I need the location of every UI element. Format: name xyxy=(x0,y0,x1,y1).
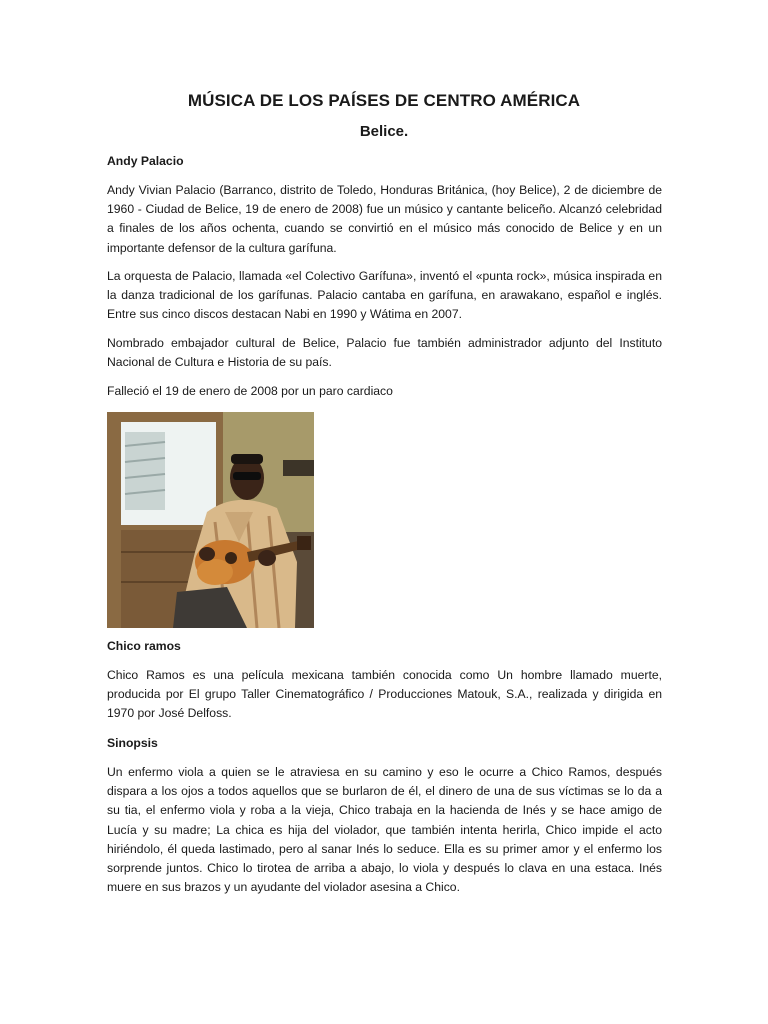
paragraph-andy-embajador: Nombrado embajador cultural de Belice, Palacio fue también administrador adjunto del Instituto Nacional de Cultura e Historia de su país. xyxy=(107,336,662,370)
document-title: MÚSICA DE LOS PAÍSES DE CENTRO AMÉRICA xyxy=(187,91,581,110)
section-heading-chico-ramos: Chico ramos xyxy=(107,639,181,653)
section-heading-sinopsis: Sinopsis xyxy=(107,736,158,750)
paragraph-andy-bio: Andy Vivian Palacio (Barranco, distrito de Toledo, Honduras Británica, (hoy Belice), 2 de diciembre de 1960 - Ciudad de Belice, 19 de enero de 2008) fue un músico y cantante beliceño. Alcanzó celebridad a finales de los años ochenta, cuando se convirtió en el músico más conocido de Belice y en un importante defensor de la cultura garífuna. xyxy=(107,183,662,255)
document-subtitle: Belice. xyxy=(359,123,409,140)
paragraph-sinopsis: Un enfermo viola a quien se le atraviesa en su camino y eso le ocurre a Chico Ramos, después dispara a los ojos a todos aquellos que se burlaron de él, el dinero de una de sus víctimas se lo da a su tia, el enfermo viola y roba a la vieja, Chico trabaja en la hacienda de Inés y se hace amigo de Lucía y su madre; La chica es hija del violador, que también intenta herirla, Chico impide el acto hiriéndolo, él queda lastimado, pero al sanar Inés lo seduce. Ella es su primer amor y el enfermo los sorprende juntos. Chico lo tirotea de arriba a abajo, lo viola y después lo clava en una estaca. Inés muere en sus brazos y un ayudante del violador asesina a Chico. xyxy=(107,765,662,895)
paragraph-andy-fallecio: Falleció el 19 de enero de 2008 por un paro cardiaco xyxy=(107,384,393,398)
andy-palacio-photo xyxy=(107,412,314,628)
paragraph-andy-orquesta: La orquesta de Palacio, llamada «el Colectivo Garífuna», inventó el «punta rock», música inspirada en la danza tradicional de los garífunas. Palacio cantaba en garífuna, en arawakano, español e inglés. Entre sus cinco discos destacan Nabi en 1990 y Wátima en 2007. xyxy=(107,269,662,322)
section-heading-andy-palacio: Andy Palacio xyxy=(107,154,184,168)
paragraph-chico-ramos: Chico Ramos es una película mexicana también conocida como Un hombre llamado muerte, producida por El grupo Taller Cinematográfico / Producciones Matouk, S.A., realizada y dirigida en 1970 por José Delfoss. xyxy=(107,668,662,721)
